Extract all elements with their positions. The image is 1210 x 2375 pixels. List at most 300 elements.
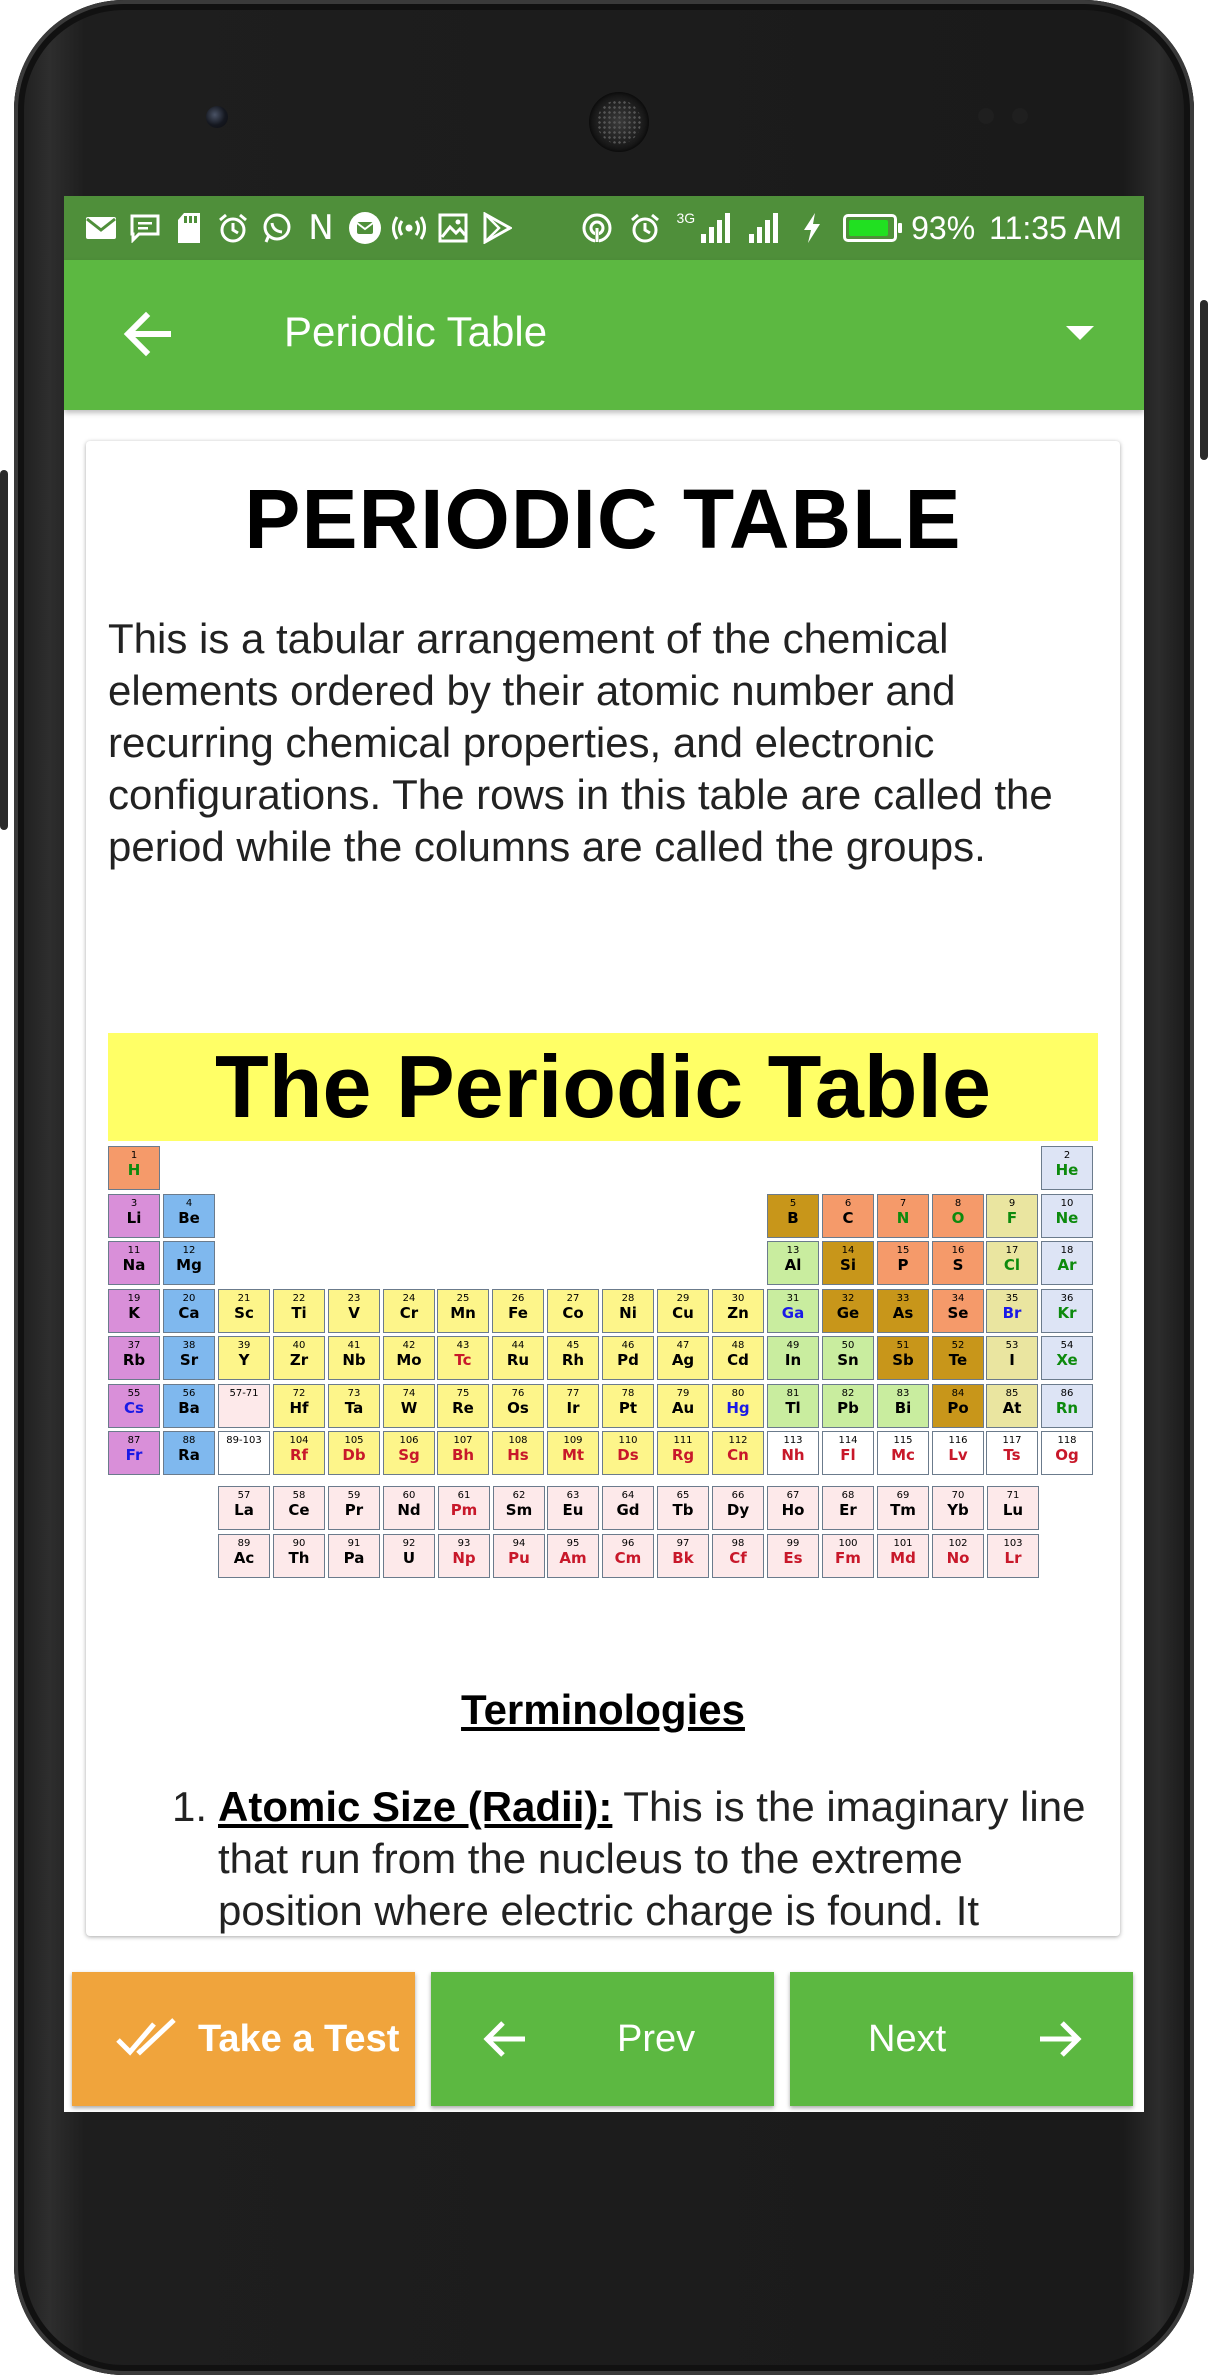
element-cell [438, 1534, 490, 1578]
element-symbol: V [348, 1304, 360, 1322]
element-cell [1041, 1336, 1093, 1380]
list-number: 1. [172, 1783, 208, 1830]
bottom-button-row [64, 1972, 1144, 2106]
atomic-number: 7 [899, 1198, 907, 1209]
element-cell [712, 1289, 764, 1333]
element-cell [877, 1534, 929, 1578]
element-symbol: Y [238, 1351, 250, 1369]
element-symbol: Cu [672, 1304, 694, 1322]
atomic-number: 69 [896, 1490, 910, 1501]
element-cell [877, 1486, 929, 1530]
element-symbol: S [952, 1256, 964, 1274]
atomic-number: 49 [786, 1340, 800, 1351]
element-cell [328, 1534, 380, 1578]
atomic-number: 104 [289, 1435, 309, 1446]
element-cell [877, 1194, 929, 1238]
atomic-number: 55 [127, 1388, 141, 1399]
atomic-number: 83 [896, 1388, 910, 1399]
element-symbol: Kr [1057, 1304, 1077, 1322]
periodic-table-image-title: The Periodic Table [108, 1033, 1098, 1141]
element-symbol: U [402, 1549, 416, 1567]
atomic-number: 118 [1057, 1435, 1077, 1446]
notification-icons [84, 208, 514, 248]
atomic-number: 46 [621, 1340, 635, 1351]
element-symbol: Mc [891, 1446, 915, 1464]
atomic-number: 87 [127, 1435, 141, 1446]
element-cell [986, 1431, 1038, 1475]
atomic-number: 45 [566, 1340, 580, 1351]
power-button [1200, 300, 1208, 460]
atomic-number: 89-103 [226, 1435, 262, 1446]
atomic-number: 22 [292, 1293, 306, 1304]
message-icon [128, 211, 162, 245]
element-symbol: Md [890, 1549, 916, 1567]
element-cell [273, 1289, 325, 1333]
element-symbol: Cn [727, 1446, 749, 1464]
atomic-number: 40 [292, 1340, 306, 1351]
atomic-number: 36 [1060, 1293, 1074, 1304]
element-symbol: F [1006, 1209, 1018, 1227]
atomic-number: 94 [512, 1538, 526, 1549]
element-cell [657, 1384, 709, 1428]
atomic-number: 32 [841, 1293, 855, 1304]
element-symbol: Rh [561, 1351, 585, 1369]
atomic-number: 95 [566, 1538, 580, 1549]
element-cell [383, 1289, 435, 1333]
atomic-number: 65 [676, 1490, 690, 1501]
charging-icon [795, 211, 829, 245]
atomic-number: 61 [457, 1490, 471, 1501]
element-symbol: W [400, 1399, 418, 1417]
atomic-number: 92 [402, 1538, 416, 1549]
element-symbol: Hs [507, 1446, 529, 1464]
element-cell [822, 1289, 874, 1333]
atomic-number: 14 [841, 1245, 855, 1256]
atomic-number: 2 [1063, 1150, 1071, 1161]
take-test-button[interactable] [72, 1972, 415, 2106]
element-cell [877, 1289, 929, 1333]
element-cell [383, 1534, 435, 1578]
atomic-number: 30 [731, 1293, 745, 1304]
element-symbol: Re [452, 1399, 474, 1417]
element-symbol: Lv [948, 1446, 968, 1464]
network-type-label: 3G [676, 210, 696, 226]
element-symbol: Te [948, 1351, 968, 1369]
atomic-number: 82 [841, 1388, 855, 1399]
element-cell [492, 1384, 544, 1428]
element-cell [987, 1486, 1039, 1530]
prev-label: Prev [617, 2017, 696, 2060]
element-cell [657, 1534, 709, 1578]
element-cell [712, 1534, 764, 1578]
element-symbol: Tm [890, 1501, 916, 1519]
status-bar [64, 196, 1144, 260]
atomic-number: 90 [292, 1538, 306, 1549]
element-cell [438, 1486, 490, 1530]
element-symbol: Bk [672, 1549, 694, 1567]
element-cell [328, 1384, 380, 1428]
atomic-number: 68 [841, 1490, 855, 1501]
atomic-number: 26 [511, 1293, 525, 1304]
element-symbol: Sn [837, 1351, 859, 1369]
element-symbol: Ts [1003, 1446, 1021, 1464]
element-symbol: Tb [672, 1501, 694, 1519]
volume-button [0, 470, 8, 830]
atomic-number: 77 [566, 1388, 580, 1399]
element-symbol: Th [288, 1549, 310, 1567]
atomic-number: 15 [896, 1245, 910, 1256]
atomic-number: 9 [1008, 1198, 1016, 1209]
atomic-number: 35 [1005, 1293, 1019, 1304]
atomic-number: 114 [838, 1435, 858, 1446]
atomic-number: 33 [896, 1293, 910, 1304]
element-symbol: Ir [566, 1399, 580, 1417]
element-cell [986, 1384, 1038, 1428]
element-cell [987, 1534, 1039, 1578]
element-cell [767, 1194, 819, 1238]
atomic-number: 51 [896, 1340, 910, 1351]
element-cell [1041, 1194, 1093, 1238]
element-cell [273, 1534, 325, 1578]
element-symbol: Sr [179, 1351, 199, 1369]
element-cell [822, 1241, 874, 1285]
element-cell [218, 1384, 270, 1428]
atomic-number: 34 [951, 1293, 965, 1304]
element-symbol: Fe [508, 1304, 528, 1322]
element-cell [108, 1289, 160, 1333]
element-symbol: Lr [1004, 1549, 1022, 1567]
atomic-number: 57-71 [229, 1388, 259, 1399]
element-cell [492, 1289, 544, 1333]
element-symbol: Nb [342, 1351, 366, 1369]
atomic-number: 97 [676, 1538, 690, 1549]
element-cell [822, 1486, 874, 1530]
element-cell [657, 1336, 709, 1380]
element-cell [877, 1241, 929, 1285]
element-cell [108, 1336, 160, 1380]
atomic-number: 109 [563, 1435, 583, 1446]
element-cell [712, 1431, 764, 1475]
element-cell [822, 1336, 874, 1380]
element-symbol: Mt [561, 1446, 585, 1464]
atomic-number: 103 [1003, 1538, 1023, 1549]
element-cell [767, 1486, 819, 1530]
atomic-number: 62 [512, 1490, 526, 1501]
element-cell [218, 1486, 270, 1530]
atomic-number: 31 [786, 1293, 800, 1304]
periodic-table-f-block [218, 1486, 1038, 1582]
battery-percent: 93% [911, 209, 976, 246]
element-symbol: Mg [176, 1256, 202, 1274]
element-symbol: He [1055, 1161, 1079, 1179]
element-symbol: Eu [562, 1501, 584, 1519]
atomic-number: 13 [786, 1245, 800, 1256]
atomic-number: 41 [347, 1340, 361, 1351]
status-right [580, 210, 1122, 247]
element-cell [383, 1384, 435, 1428]
gallery-icon [436, 211, 470, 245]
gmail-icon [84, 211, 118, 245]
element-cell [328, 1486, 380, 1530]
element-cell [822, 1384, 874, 1428]
vpn-icon [580, 211, 614, 245]
element-cell [767, 1336, 819, 1380]
alarm-icon [216, 211, 250, 245]
element-cell [932, 1534, 984, 1578]
element-symbol: Pu [508, 1549, 530, 1567]
signal-icon-2 [747, 211, 781, 245]
element-cell [986, 1336, 1038, 1380]
element-cell [602, 1486, 654, 1530]
element-symbol: In [784, 1351, 802, 1369]
element-cell [218, 1431, 270, 1475]
atomic-number: 18 [1060, 1245, 1074, 1256]
element-cell [822, 1534, 874, 1578]
atomic-number: 79 [676, 1388, 690, 1399]
element-cell [108, 1146, 160, 1190]
element-cell [822, 1194, 874, 1238]
element-symbol: O [951, 1209, 965, 1227]
element-cell [767, 1241, 819, 1285]
element-cell [437, 1431, 489, 1475]
element-cell [767, 1534, 819, 1578]
atomic-number: 64 [621, 1490, 635, 1501]
atomic-number: 111 [673, 1435, 693, 1446]
whatsapp-icon [260, 211, 294, 245]
atomic-number: 75 [456, 1388, 470, 1399]
atomic-number: 63 [566, 1490, 580, 1501]
element-symbol: Os [507, 1399, 529, 1417]
element-symbol: Rn [1055, 1399, 1079, 1417]
atomic-number: 20 [182, 1293, 196, 1304]
term-label: Atomic Size (Radii): [218, 1783, 613, 1830]
element-cell [108, 1194, 160, 1238]
prev-button[interactable] [431, 1972, 774, 2106]
element-symbol: Cl [1003, 1256, 1021, 1274]
element-symbol: Co [562, 1304, 584, 1322]
element-cell [108, 1431, 160, 1475]
atomic-number: 78 [621, 1388, 635, 1399]
atomic-number: 50 [841, 1340, 855, 1351]
element-symbol: Lu [1002, 1501, 1024, 1519]
atomic-number: 48 [731, 1340, 745, 1351]
element-symbol: Cs [124, 1399, 144, 1417]
element-symbol: P [897, 1256, 909, 1274]
page-heading: PERIODIC TABLE [244, 472, 962, 566]
element-cell [547, 1534, 599, 1578]
element-cell [218, 1534, 270, 1578]
element-cell [273, 1336, 325, 1380]
atomic-number: 25 [456, 1293, 470, 1304]
element-symbol: Ta [344, 1399, 364, 1417]
element-cell [932, 1194, 984, 1238]
element-cell [163, 1384, 215, 1428]
element-cell [273, 1486, 325, 1530]
atomic-number: 74 [402, 1388, 416, 1399]
element-symbol: Zr [289, 1351, 309, 1369]
atomic-number: 39 [237, 1340, 251, 1351]
element-cell [163, 1431, 215, 1475]
element-symbol: Ce [288, 1501, 310, 1519]
element-cell [218, 1289, 270, 1333]
element-symbol: Ca [178, 1304, 200, 1322]
element-symbol: Yb [947, 1501, 969, 1519]
element-symbol: Pr [344, 1501, 364, 1519]
atomic-number: 59 [347, 1490, 361, 1501]
screen [64, 196, 1144, 2112]
atomic-number: 76 [511, 1388, 525, 1399]
atomic-number: 3 [130, 1198, 138, 1209]
atomic-number: 81 [786, 1388, 800, 1399]
element-symbol: At [1002, 1399, 1022, 1417]
element-symbol: Pb [837, 1399, 859, 1417]
element-cell [547, 1384, 599, 1428]
arrow-right-icon [1036, 2019, 1084, 2059]
element-symbol: As [892, 1304, 914, 1322]
atomic-number: 6 [844, 1198, 852, 1209]
atomic-number: 108 [508, 1435, 528, 1446]
element-symbol: Fr [125, 1446, 143, 1464]
element-cell [932, 1384, 984, 1428]
app-bar [64, 260, 1144, 410]
atomic-number: 10 [1060, 1198, 1074, 1209]
element-symbol: C [842, 1209, 854, 1227]
element-cell [163, 1289, 215, 1333]
back-button[interactable] [116, 302, 180, 366]
element-symbol: Ne [1055, 1209, 1079, 1227]
atomic-number: 73 [347, 1388, 361, 1399]
element-cell [547, 1431, 599, 1475]
atomic-number: 43 [456, 1340, 470, 1351]
terminologies-heading: Terminologies [461, 1686, 745, 1733]
atomic-number: 1 [130, 1150, 138, 1161]
element-symbol: Sb [892, 1351, 914, 1369]
element-cell [328, 1289, 380, 1333]
atomic-number: 56 [182, 1388, 196, 1399]
element-cell [877, 1384, 929, 1428]
content-webview[interactable] [86, 441, 1120, 1936]
element-symbol: Li [126, 1209, 142, 1227]
element-symbol: Ge [836, 1304, 860, 1322]
element-cell [657, 1289, 709, 1333]
atomic-number: 102 [948, 1538, 968, 1549]
element-cell [383, 1336, 435, 1380]
element-symbol: Be [178, 1209, 200, 1227]
element-cell [108, 1384, 160, 1428]
atomic-number: 80 [731, 1388, 745, 1399]
atomic-number: 23 [347, 1293, 361, 1304]
dropdown-arrow-icon[interactable] [1066, 326, 1094, 340]
element-symbol: Ba [178, 1399, 200, 1417]
element-symbol: Am [559, 1549, 587, 1567]
element-cell [712, 1486, 764, 1530]
element-cell [547, 1486, 599, 1530]
arrow-left-icon [481, 2019, 529, 2059]
atomic-number: 47 [676, 1340, 690, 1351]
element-cell [657, 1431, 709, 1475]
chat-icon [348, 211, 382, 245]
element-symbol: La [234, 1501, 254, 1519]
element-symbol: H [127, 1161, 141, 1179]
element-symbol: Ni [619, 1304, 637, 1322]
next-button[interactable] [790, 1972, 1133, 2106]
element-symbol: Sg [398, 1446, 420, 1464]
element-cell [932, 1241, 984, 1285]
element-symbol: No [946, 1549, 970, 1567]
element-cell [328, 1336, 380, 1380]
element-cell [163, 1241, 215, 1285]
term-text [218, 1781, 1098, 1936]
element-symbol: Br [1002, 1304, 1022, 1322]
element-cell [492, 1431, 544, 1475]
battery-level [849, 220, 888, 236]
atomic-number: 116 [948, 1435, 968, 1446]
play-store-icon [480, 211, 514, 245]
element-cell [602, 1289, 654, 1333]
element-symbol: Si [840, 1256, 856, 1274]
element-cell [108, 1241, 160, 1285]
element-symbol: Ag [671, 1351, 695, 1369]
element-symbol: Mn [450, 1304, 476, 1322]
element-symbol: Nh [781, 1446, 805, 1464]
element-cell [986, 1241, 1038, 1285]
element-symbol: Hg [726, 1399, 750, 1417]
term-definition: This is the imaginary line that run from the nucleus to the extreme position where electric charge is found. It [218, 1783, 1086, 1934]
element-symbol: I [1009, 1351, 1015, 1369]
atomic-number: 113 [783, 1435, 803, 1446]
atomic-number: 24 [402, 1293, 416, 1304]
atomic-number: 93 [457, 1538, 471, 1549]
element-symbol: Xe [1056, 1351, 1078, 1369]
element-symbol: Po [947, 1399, 969, 1417]
element-symbol: Np [452, 1549, 476, 1567]
atomic-number: 100 [838, 1538, 858, 1549]
element-symbol: Se [947, 1304, 969, 1322]
take-test-label: Take a Test [198, 2017, 400, 2060]
proximity-sensor [978, 108, 994, 124]
atomic-number: 42 [402, 1340, 416, 1351]
atomic-number: 107 [453, 1435, 473, 1446]
clock: 11:35 AM [989, 209, 1122, 246]
element-symbol: Tc [454, 1351, 472, 1369]
atomic-number: 16 [951, 1245, 965, 1256]
atomic-number: 70 [951, 1490, 965, 1501]
atomic-number: 106 [399, 1435, 419, 1446]
element-symbol: Dy [726, 1501, 750, 1519]
element-cell [328, 1431, 380, 1475]
atomic-number: 38 [182, 1340, 196, 1351]
atomic-number: 4 [185, 1198, 193, 1209]
app-bar-title: Periodic Table [284, 308, 548, 355]
element-cell [602, 1431, 654, 1475]
element-symbol: Al [784, 1256, 802, 1274]
element-cell [437, 1384, 489, 1428]
atomic-number: 89 [237, 1538, 251, 1549]
element-cell [492, 1336, 544, 1380]
element-cell [657, 1486, 709, 1530]
atomic-number: 19 [127, 1293, 141, 1304]
element-symbol: Es [783, 1549, 803, 1567]
element-cell [877, 1336, 929, 1380]
element-symbol: Cd [727, 1351, 749, 1369]
element-cell [602, 1534, 654, 1578]
atomic-number: 28 [621, 1293, 635, 1304]
battery-icon [843, 214, 897, 242]
atomic-number: 91 [347, 1538, 361, 1549]
element-symbol: Fl [840, 1446, 856, 1464]
element-symbol: Ti [291, 1304, 307, 1322]
atomic-number: 60 [402, 1490, 416, 1501]
